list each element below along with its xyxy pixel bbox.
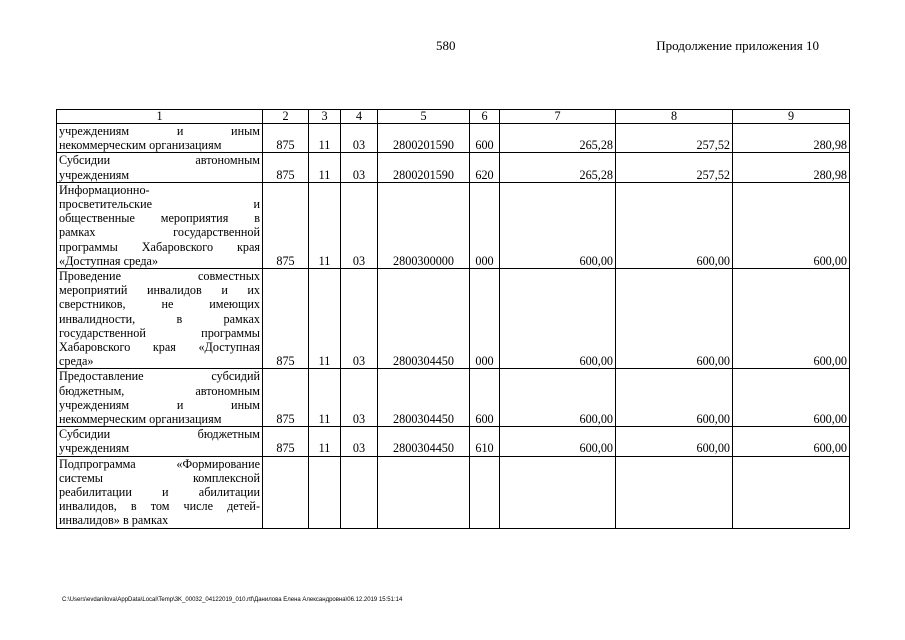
- row-name-cell: [57, 124, 263, 153]
- column-header-9: 9: [733, 110, 850, 124]
- col-4-cell: [341, 456, 378, 528]
- col-8-cell: 600,00: [616, 269, 733, 369]
- col-5-cell: 2800304450: [378, 269, 470, 369]
- col-4-cell: 03: [341, 269, 378, 369]
- column-header-7: 7: [500, 110, 616, 124]
- col-9-cell: 600,00: [733, 369, 850, 427]
- col-3-cell: 11: [309, 182, 341, 268]
- col-9-cell: [733, 456, 850, 528]
- column-header-5: 5: [378, 110, 470, 124]
- col-6-cell: 000: [470, 269, 500, 369]
- col-6-cell: 610: [470, 427, 500, 456]
- row-name-line: учреждениям и иным: [59, 397, 260, 412]
- col-3-cell: 11: [309, 269, 341, 369]
- file-path-footer: C:\Users\evdanilova\AppData\Local\Temp\3K_00032_04122019_010.rtf\Данилова Елена Александровна\06.12.2019 15:51:14: [62, 597, 403, 603]
- col-4-cell: 03: [341, 182, 378, 268]
- column-header-8: 8: [616, 110, 733, 124]
- table-row: [57, 124, 850, 153]
- col-4-cell: 03: [341, 427, 378, 456]
- page-number: 580: [436, 38, 456, 53]
- row-name-line: Предоставление субсидий: [59, 369, 260, 384]
- row-name-line: среда»: [59, 354, 94, 369]
- col-2-cell: 875: [263, 182, 309, 268]
- col-9-cell: 280,98: [733, 124, 850, 153]
- col-8-cell: [616, 456, 733, 528]
- col-6-cell: [470, 456, 500, 528]
- table-row: [57, 456, 850, 528]
- col-7-cell: 600,00: [500, 269, 616, 369]
- column-header-6: 6: [470, 110, 500, 124]
- col-8-cell: 257,52: [616, 124, 733, 153]
- col-3-cell: [309, 456, 341, 528]
- column-header-3: 3: [309, 110, 341, 124]
- table-row: [57, 427, 850, 456]
- col-3-cell: 11: [309, 427, 341, 456]
- table-row: [57, 369, 850, 427]
- row-name-cell: [57, 427, 263, 456]
- row-name-line: Проведение совместных: [59, 269, 260, 284]
- table-body: [57, 124, 850, 529]
- table-row: [57, 182, 850, 268]
- col-7-cell: 265,28: [500, 153, 616, 182]
- col-4-cell: 03: [341, 124, 378, 153]
- col-3-cell: 11: [309, 369, 341, 427]
- row-name-line: инвалидов, в том числе детей-: [59, 499, 260, 514]
- col-8-cell: 600,00: [616, 427, 733, 456]
- row-name-line: Хабаровского края «Доступная: [59, 340, 260, 355]
- column-header-1: 1: [57, 110, 263, 124]
- col-7-cell: [500, 456, 616, 528]
- col-6-cell: 600: [470, 369, 500, 427]
- column-header-2: 2: [263, 110, 309, 124]
- row-name-line: Информационно-: [59, 182, 150, 197]
- col-7-cell: 600,00: [500, 427, 616, 456]
- col-4-cell: 03: [341, 369, 378, 427]
- col-8-cell: 600,00: [616, 369, 733, 427]
- col-9-cell: 600,00: [733, 427, 850, 456]
- column-header-4: 4: [341, 110, 378, 124]
- row-name-line: просветительские и: [59, 197, 260, 212]
- col-8-cell: 600,00: [616, 182, 733, 268]
- row-name-line: общественные мероприятия в: [59, 211, 260, 226]
- col-5-cell: 2800201590: [378, 153, 470, 182]
- row-name-line: инвалидов» в рамках: [59, 513, 169, 528]
- col-2-cell: [263, 456, 309, 528]
- row-name-line: программы Хабаровского края: [59, 239, 260, 254]
- row-name-line: системы комплексной: [59, 470, 260, 485]
- col-7-cell: 600,00: [500, 182, 616, 268]
- row-name-line: сверстников, не имеющих: [59, 297, 260, 312]
- col-5-cell: 2800201590: [378, 124, 470, 153]
- col-2-cell: 875: [263, 369, 309, 427]
- col-6-cell: 620: [470, 153, 500, 182]
- col-6-cell: 000: [470, 182, 500, 268]
- continuation-title: Продолжение приложения 10: [656, 38, 819, 53]
- col-4-cell: 03: [341, 153, 378, 182]
- col-2-cell: 875: [263, 124, 309, 153]
- table-row: [57, 269, 850, 369]
- row-name-line: учреждениям и иным: [59, 124, 260, 138]
- row-name-line: «Доступная среда»: [59, 253, 159, 268]
- row-name-line: инвалидности, в рамках: [59, 311, 260, 326]
- table-header-row: [57, 110, 850, 124]
- col-3-cell: 11: [309, 124, 341, 153]
- row-name-line: Субсидии бюджетным: [59, 427, 260, 442]
- col-3-cell: 11: [309, 153, 341, 182]
- row-name-cell: [57, 182, 263, 268]
- row-name-line: бюджетным, автономным: [59, 383, 260, 398]
- col-5-cell: [378, 456, 470, 528]
- col-5-cell: 2800304450: [378, 427, 470, 456]
- row-name-line: мероприятий инвалидов и их: [59, 283, 260, 298]
- col-7-cell: 265,28: [500, 124, 616, 153]
- col-2-cell: 875: [263, 427, 309, 456]
- col-5-cell: 2800304450: [378, 369, 470, 427]
- col-7-cell: 600,00: [500, 369, 616, 427]
- row-name-line: рамках государственной: [59, 225, 260, 240]
- row-name-line: государственной программы: [59, 325, 260, 340]
- col-5-cell: 2800300000: [378, 182, 470, 268]
- budget-table: [56, 109, 850, 529]
- col-2-cell: 875: [263, 153, 309, 182]
- row-name-line: Подпрограмма «Формирование: [59, 456, 260, 471]
- col-2-cell: 875: [263, 269, 309, 369]
- col-8-cell: 257,52: [616, 153, 733, 182]
- row-name-line: реабилитации и абилитации: [59, 485, 260, 500]
- row-name-line: Субсидии автономным: [59, 153, 260, 168]
- row-name-cell: [57, 269, 263, 369]
- row-name-line: учреждениям: [59, 441, 130, 456]
- row-name-line: некоммерческим организациям: [59, 138, 222, 153]
- row-name-cell: [57, 456, 263, 528]
- row-name-line: учреждениям: [59, 167, 130, 182]
- table-row: [57, 153, 850, 182]
- col-9-cell: 280,98: [733, 153, 850, 182]
- row-name-cell: [57, 369, 263, 427]
- row-name-line: некоммерческим организациям: [59, 412, 222, 427]
- col-9-cell: 600,00: [733, 269, 850, 369]
- col-9-cell: 600,00: [733, 182, 850, 268]
- row-name-cell: [57, 153, 263, 182]
- col-6-cell: 600: [470, 124, 500, 153]
